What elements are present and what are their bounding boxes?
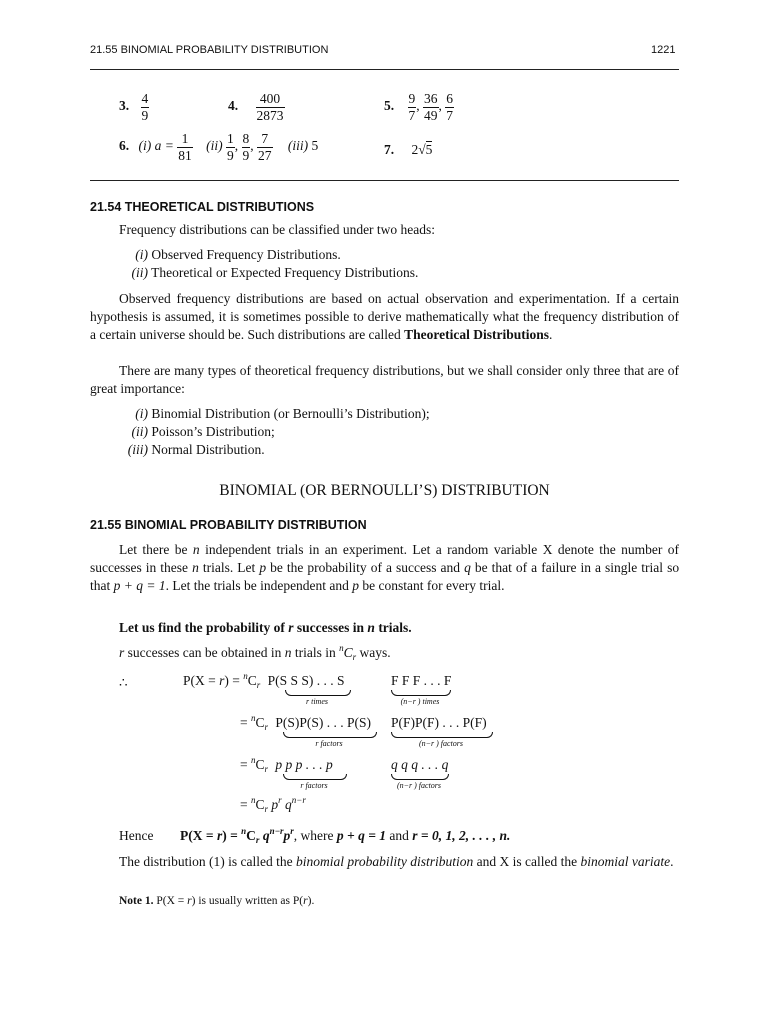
successes-line: r successes can be obtained in n trials in $^nC_r$ ways. [119,643,391,662]
underbrace [283,774,347,780]
section-heading-2155: 21.55 BINOMIAL PROBABILITY DISTRIBUTION [90,518,367,532]
answer-7: 7. 2√5 [384,142,433,157]
brace-label: (n−r ) factors [396,781,442,790]
eq-row-3: = $^nC_r$ p p p . . . p [240,755,333,774]
eq-row-1: $P(X = r) = ^nC_r$ P(S S S) . . . S [183,671,345,690]
underbrace [391,690,451,696]
underbrace [391,774,449,780]
list-item: (iii) Normal Distribution. [127,442,265,457]
brace-label: (n−r ) factors [418,739,464,748]
note: Note 1. P(X = r) is usually written as P(r). [119,895,315,907]
eq-row-4: = $^nC_r$ $p^r$ $q^{n-r}$ [240,795,306,814]
answer-5: 5. $\frac{9}{7}$ , $\frac{36}{49}$ , $\frac{6}{7}$ [384,91,453,123]
hence-label: Hence [119,828,154,843]
binomial-formula: $P(X = r) = ^nC_r$ $q^{n-r}p^r$, where p + q = 1 and r = 0, 1, 2, . . . , n. [180,826,511,845]
header-rule [90,69,679,70]
chapter-title: BINOMIAL (OR BERNOULLI’S) DISTRIBUTION [219,482,550,499]
list-item: (ii) Theoretical or Expected Frequency Distributions. [131,265,419,280]
brace-label: r factors [315,739,343,748]
sqrt-icon: √ [418,142,426,157]
paragraph: There are many types of theoretical frequency distributions, but we shall consider only three that are of great importance: [90,363,679,396]
brace-label: r times [306,697,328,706]
answer-4: 4. $\frac{400}{2873}$ [228,91,284,123]
eq-row-1-fail: F F F . . . F [391,673,452,688]
eq-row-3-fail: q q q . . . q [391,757,449,772]
answer-6: 6. (i) a = $\frac{1}{81}$ (ii) $\frac{1}{9}$ , $\frac{8}{9}$ , $\frac{7}{27}$ (iii) 5 [119,131,319,163]
bold-statement: Let us find the probability of r successes in n trials. [119,620,412,635]
underbrace [283,732,377,738]
paragraph: Let there be n independent trials in an experiment. Let a random variable X denote the number of successes in these n trials. Let p be the probability of a success and q be that of a failure in a single trial so that p + q = 1. Let the trials be independent and p be constant for every trial. [90,542,680,593]
answers-rule [90,180,679,181]
intro-text: Frequency distributions can be classified under two heads: [119,222,436,237]
eq-row-2-fail: P(F)P(F) . . . P(F) [391,715,487,730]
underbrace [285,690,351,696]
paragraph: Observed frequency distributions are based on actual observation and experimentation. If a certain hypothesis is assumed, it is sometimes possible to derive mathematically what the frequency distribution of a certain universe should be. Such distributions are called Theoretical Distributions. [90,291,679,342]
brace-label: r factors [300,781,328,790]
therefore-symbol: ∴ [119,675,128,690]
running-header: 21.55 BINOMIAL PROBABILITY DISTRIBUTION [90,44,329,56]
list-item: (ii) Poisson’s Distribution; [131,424,275,439]
underbrace [391,732,493,738]
list-item: (i) Observed Frequency Distributions. [135,247,341,262]
section-heading-2154: 21.54 THEORETICAL DISTRIBUTIONS [90,200,315,214]
paragraph: The distribution (1) is called the binomial probability distribution and X is called the binomial variate. [119,854,674,869]
answer-3: 3. $\frac{4}{9}$ [119,91,149,123]
page-number: 1221 [651,44,676,56]
brace-label: (n−r ) times [400,697,440,706]
eq-row-2: = $^nC_r$ P(S)P(S) . . . P(S) [240,713,372,732]
list-item: (i) Binomial Distribution (or Bernoulli’s Distribution); [135,406,430,421]
